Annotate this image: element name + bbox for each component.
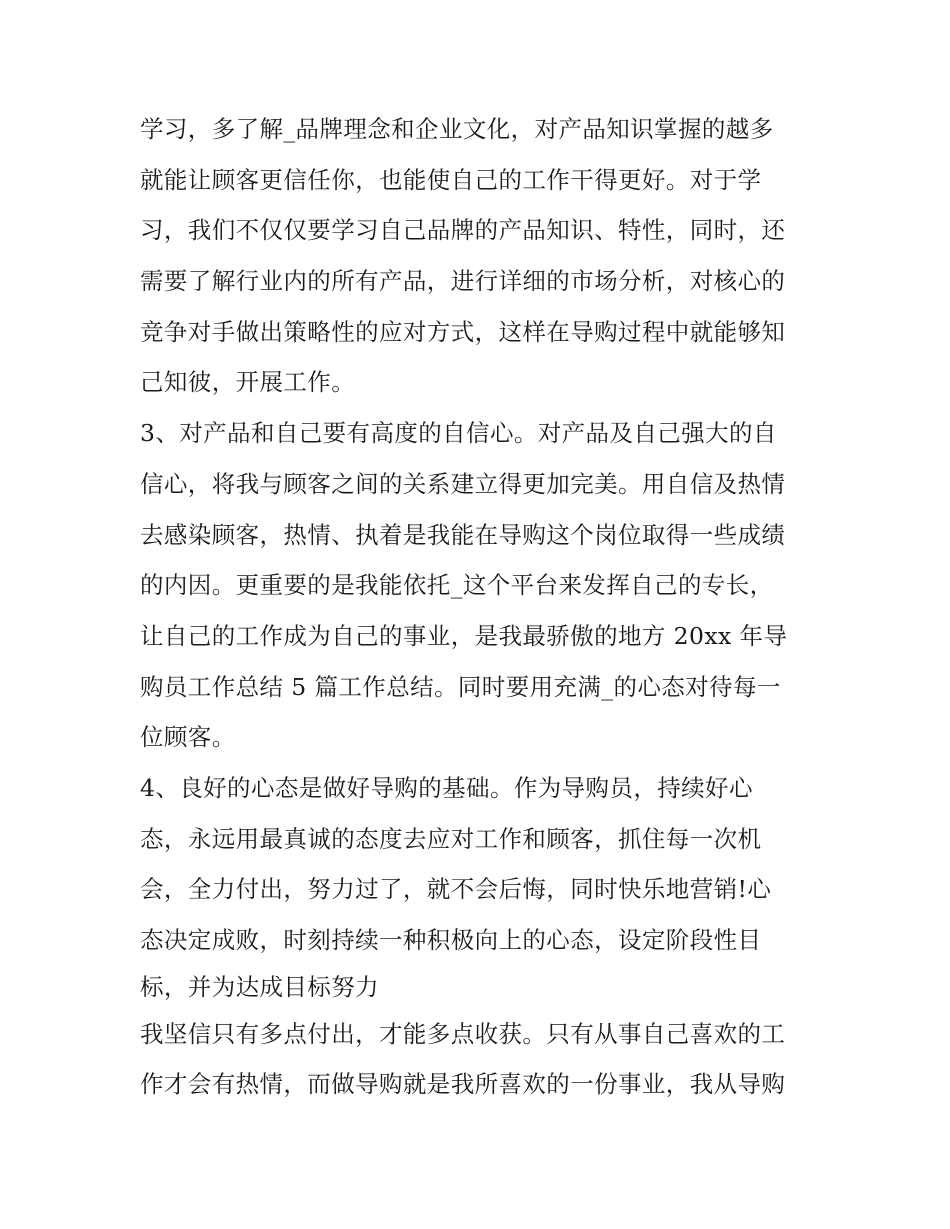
document-body: [140, 104, 820, 1110]
text-line-14: 4、良好的心态是做好导购的基础。作为导购员，持续好心: [140, 773, 753, 802]
text-line-2: 就能让顾客更信任你，也能使自己的工作干得更好。对于学: [140, 165, 762, 194]
text-line-18: 标，并为达成目标努力: [140, 972, 379, 1001]
text-line-10: 的内因。更重要的是我能依托_这个平台来发挥自己的专长，: [140, 571, 774, 600]
text-line-12: 购员工作总结 5 篇工作总结。同时要用充满_的心态对待每一: [140, 672, 781, 701]
text-line-16: 会，全力付出，努力过了，就不会后悔，同时快乐地营销!心: [140, 875, 772, 904]
text-line-6: 己知彼，开展工作。: [140, 368, 356, 397]
text-line-1: 学习，多了解_品牌理念和企业文化，对产品知识掌握的越多: [140, 115, 774, 143]
text-line-8: 信心，将我与顾客之间的关系建立得更加完美。用自信及热情: [140, 469, 786, 498]
text-line-3: 习，我们不仅仅要学习自己品牌的产品知识、特性，同时，还: [140, 216, 786, 245]
text-line-9: 去感染顾客，热情、执着是我能在导购这个岗位取得一些成绩: [140, 520, 786, 549]
text-line-7: 3、对产品和自己要有高度的自信心。对产品及自己强大的自: [140, 419, 777, 448]
text-line-13: 位顾客。: [140, 723, 236, 752]
text-line-19: 我坚信只有多点付出，才能多点收获。只有从事自己喜欢的工: [140, 1019, 786, 1048]
text-line-20: 作才会有热情，而做导购就是我所喜欢的一份事业，我从导购: [140, 1070, 786, 1099]
text-line-4: 需要了解行业内的所有产品，进行详细的市场分析，对核心的: [140, 267, 786, 296]
text-line-15: 态，永远用最真诚的态度去应对工作和顾客，抓住每一次机: [140, 824, 762, 853]
text-line-11: 让自己的工作成为自己的事业，是我最骄傲的地方 20xx 年导: [140, 621, 788, 650]
text-line-5: 竞争对手做出策略性的应对方式，这样在导购过程中就能够知: [140, 317, 786, 346]
text-line-17: 态决定成败，时刻持续一种积极向上的心态，设定阶段性目: [140, 926, 762, 954]
